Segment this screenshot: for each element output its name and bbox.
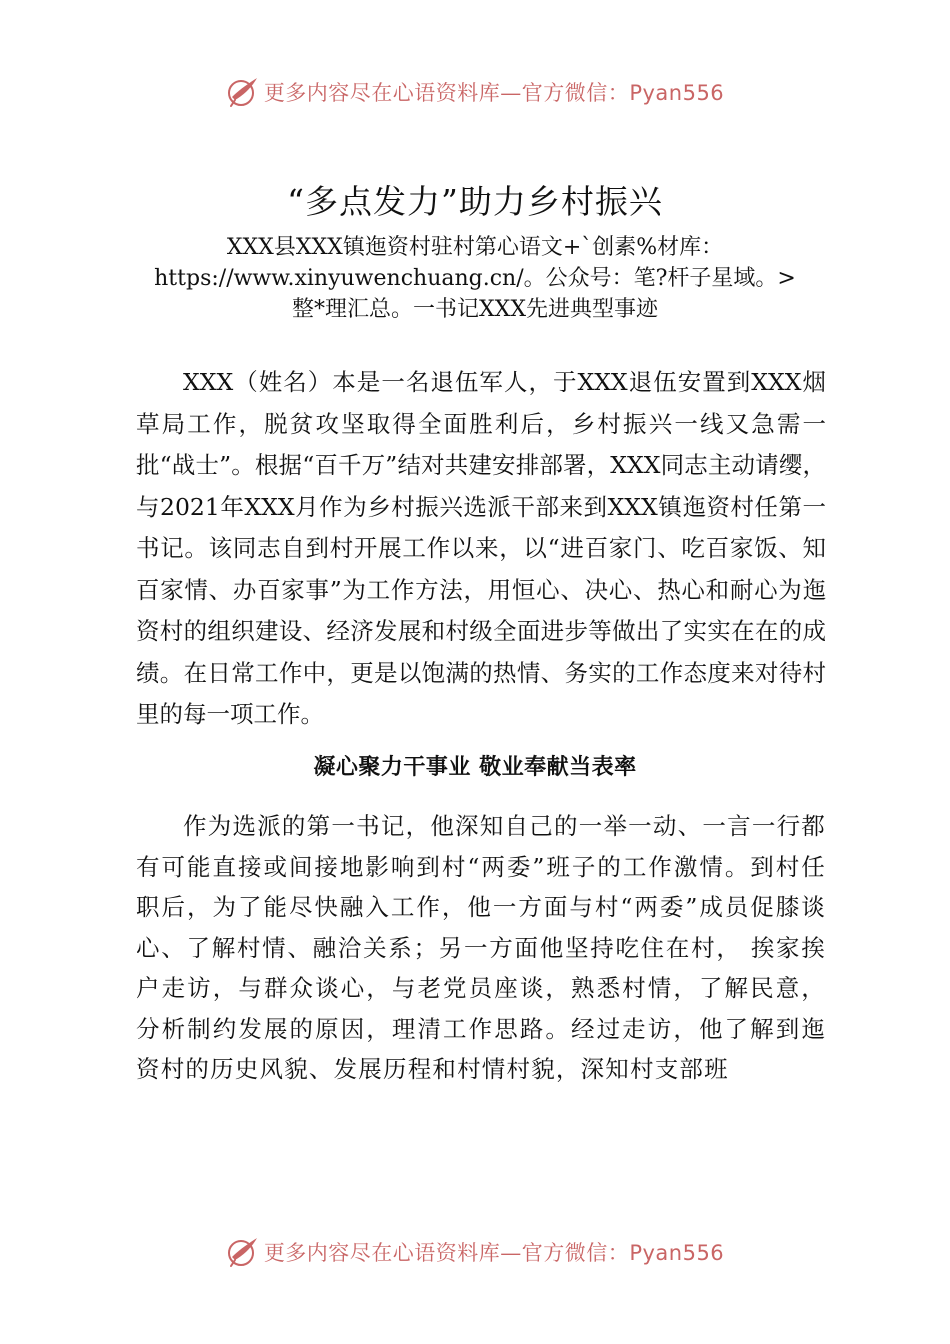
quill-pen-logo-icon: [226, 75, 260, 109]
section-heading: 凝心聚力干事业 敬业奉献当表率: [313, 755, 637, 780]
wechat-id: Pyan556: [629, 81, 725, 105]
watermark-text: 更多内容尽在心语资料库—官方微信：Pyan556: [263, 81, 725, 105]
document-subtitle: XXX县XXX镇迤资村驻村第心语文+`创素%材库：https://www.xinyuwenchuang.cn/。公众号：笔?杆子星域。>整*理汇总。一书记XXX先进典型事迹: [154, 235, 796, 322]
document-title: “多点发力”助力乡村振兴: [287, 182, 663, 221]
wechat-id: Pyan556: [629, 1241, 725, 1265]
footer-watermark-banner: [0, 1232, 950, 1272]
body-paragraph-1: XXX（姓名）本是一名退伍军人，于XXX退伍安置到XXX烟草局工作，脱贫攻坚取得全面胜利后，乡村振兴一线又急需一批“战士”。根据“百千万”结对共建安排部署，XXX同志主动请缨，与2021年XXX月作为乡村振兴选派干部来到XXX镇迤资村任第一书记。该同志自到村开展工作以来，以“进百家门、吃百家饭、知百家情、办百家事”为工作方法，用恒心、决心、热心和耐心为迤资村的组织建设、经济发展和村级全面进步等做出了实实在在的成绩。在日常工作中，更是以饱满的热情、务实的工作态度来对待村里的每一项工作。: [136, 368, 826, 728]
body-paragraph-2: 作为选派的第一书记，他深知自己的一举一动、一言一行都有可能直接或间接地影响到村“两委”班子的工作激情。到村任职后，为了能尽快融入工作，他一方面与村“两委”成员促膝谈心、了解村情、融洽关系；另一方面他坚持吃住在村， 挨家挨户走访，与群众谈心，与老党员座谈，熟悉村情，了解民意，分析制约发展的原因，理清工作思路。经过走访，他了解到迤资村的历史风貌、发展历程和村情村貌，深知村支部班: [136, 812, 826, 1083]
quill-pen-logo-icon: [226, 1235, 260, 1269]
header-watermark-banner: [0, 72, 950, 112]
watermark-text: 更多内容尽在心语资料库—官方微信：Pyan556: [263, 1241, 725, 1265]
